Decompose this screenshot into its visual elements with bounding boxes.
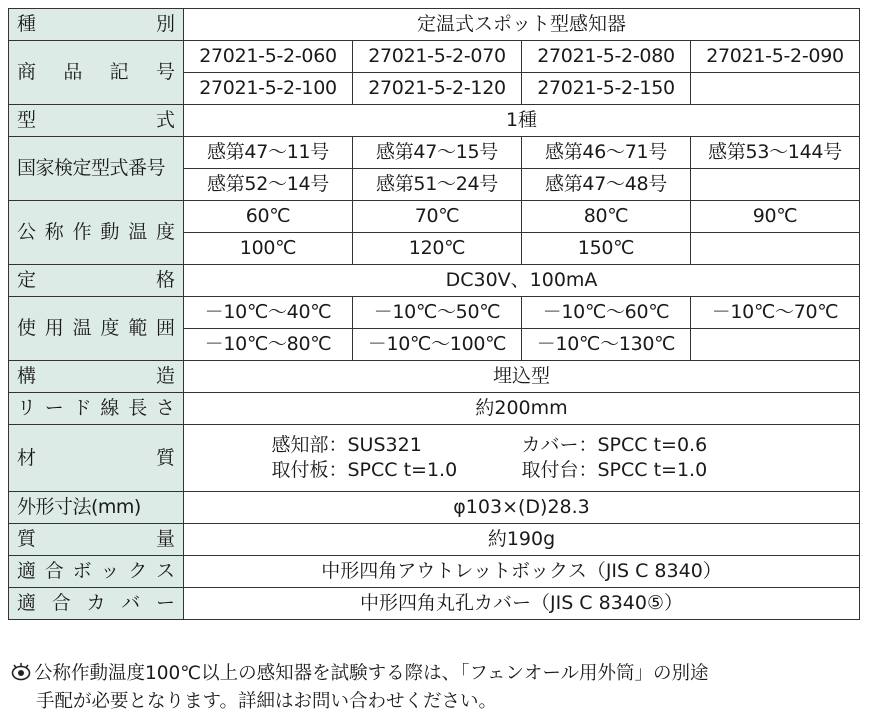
- label-char: 品: [63, 61, 83, 83]
- product-code: 27021-5-2-070: [353, 41, 522, 73]
- value-dimensions: φ103×(D)28.3: [184, 492, 860, 524]
- product-code: 27021-5-2-090: [691, 41, 860, 73]
- product-code: 27021-5-2-120: [353, 73, 522, 105]
- label-char: カ: [86, 592, 106, 614]
- label-char: ド: [72, 397, 92, 419]
- label-cover: [9, 588, 184, 620]
- label-char: ス: [155, 560, 175, 582]
- temp-value: 120℃: [353, 233, 522, 265]
- label-char: 称: [44, 221, 64, 243]
- footnote-text-2: 手配が必要となります。詳細はお問い合わせください。: [36, 691, 498, 712]
- label-char: ク: [128, 560, 148, 582]
- label-char: 適: [17, 592, 37, 614]
- value-type: 定温式スポット型感知器: [184, 9, 860, 41]
- product-code: 27021-5-2-100: [184, 73, 353, 105]
- approval-number: 感第46～71号: [522, 137, 691, 169]
- value-cover: 中形四角丸孔カバー（JIS C 8340⑤）: [184, 588, 860, 620]
- use-temp-range: －10℃～40℃: [184, 297, 353, 329]
- label-model: [9, 105, 184, 137]
- temp-value: 80℃: [522, 201, 691, 233]
- label-char: 号: [155, 61, 175, 83]
- value-rating: DC30V、100mA: [184, 265, 860, 297]
- row-material: [9, 425, 860, 492]
- label-char: 質: [155, 446, 175, 469]
- temp-value: 150℃: [522, 233, 691, 265]
- label-char: 範: [128, 317, 148, 339]
- temp-value: 70℃: [353, 201, 522, 233]
- label-lead: [9, 393, 184, 425]
- product-code-empty: [691, 73, 860, 105]
- label-char: ー: [155, 592, 175, 614]
- approval-number: 感第47～11号: [184, 137, 353, 169]
- label-char: 量: [155, 528, 175, 550]
- use-temp-range: －10℃～60℃: [522, 297, 691, 329]
- approval-number: 感第52～14号: [184, 169, 353, 201]
- value-weight: 約190g: [184, 524, 860, 556]
- label-rating: [9, 265, 184, 297]
- row-use-temp-1: [9, 297, 860, 329]
- label-char: リ: [17, 397, 37, 419]
- label-char: 合: [44, 560, 64, 582]
- use-temp-range: －10℃～50℃: [353, 297, 522, 329]
- label-use-temp: [9, 297, 184, 361]
- row-approval-1: [9, 137, 860, 169]
- label-char: ッ: [100, 560, 120, 582]
- use-temp-range: －10℃～80℃: [184, 329, 353, 361]
- row-cover: [9, 588, 860, 620]
- label-char: 線: [100, 397, 120, 419]
- spec-table: [8, 8, 860, 620]
- use-temp-range-empty: [691, 329, 860, 361]
- label-box: [9, 556, 184, 588]
- label-char: 式: [155, 109, 175, 131]
- temp-value: 60℃: [184, 201, 353, 233]
- label-char: 温: [128, 221, 148, 243]
- label-product-code: [9, 41, 184, 105]
- row-lead: [9, 393, 860, 425]
- label-char: 型: [17, 109, 37, 131]
- label-structure: [9, 361, 184, 393]
- material-item: 取付台：SPCC t=1.0: [521, 459, 708, 481]
- label-char: 作: [72, 221, 92, 243]
- row-type: [9, 9, 860, 41]
- label-char: 材: [17, 446, 37, 469]
- approval-number-empty: [691, 169, 860, 201]
- label-char: バ: [121, 592, 141, 614]
- label-material: [9, 425, 184, 492]
- use-temp-range: －10℃～100℃: [353, 329, 522, 361]
- label-char: 質: [17, 528, 37, 550]
- product-code: 27021-5-2-150: [522, 73, 691, 105]
- label-weight: [9, 524, 184, 556]
- label-char: 動: [100, 221, 120, 243]
- row-temp-1: [9, 201, 860, 233]
- row-box: [9, 556, 860, 588]
- label-char: 別: [155, 13, 175, 35]
- value-model: 1種: [184, 105, 860, 137]
- label-temp: [9, 201, 184, 265]
- row-structure: [9, 361, 860, 393]
- label-char: 囲: [155, 317, 175, 339]
- material-item: 感知部：SUS321: [271, 434, 422, 456]
- label-char: 長: [128, 397, 148, 419]
- label-char: さ: [155, 397, 175, 419]
- label-char: 公: [17, 221, 37, 243]
- approval-number: 感第51～24号: [353, 169, 522, 201]
- material-item: カバー：SPCC t=0.6: [521, 434, 708, 456]
- row-model: [9, 105, 860, 137]
- label-dimensions: 外形寸法(mm): [9, 492, 184, 524]
- row-product-code-1: [9, 41, 860, 73]
- value-lead: 約200mm: [184, 393, 860, 425]
- label-char: 使: [17, 317, 37, 339]
- label-char: 種: [17, 13, 37, 35]
- label-approval: 国家検定型式番号: [9, 137, 184, 201]
- row-weight: [9, 524, 860, 556]
- footnote: [10, 660, 860, 716]
- label-char: 度: [100, 317, 120, 339]
- approval-number: 感第53～144号: [691, 137, 860, 169]
- label-char: 定: [17, 269, 37, 291]
- temp-value-empty: [691, 233, 860, 265]
- label-char: 商: [17, 61, 37, 83]
- label-char: 構: [17, 365, 37, 387]
- footnote-text-1: 公称作動温度100℃以上の感知器を試験する際は、「フェンオール用外筒」の別途: [34, 663, 709, 684]
- temp-value: 100℃: [184, 233, 353, 265]
- label-char: 合: [51, 592, 71, 614]
- label-char: 記: [109, 61, 129, 83]
- approval-number: 感第47～15号: [353, 137, 522, 169]
- product-code: 27021-5-2-060: [184, 41, 353, 73]
- row-dimensions: [9, 492, 860, 524]
- material-item: 取付板：SPCC t=1.0: [271, 459, 458, 481]
- temp-value: 90℃: [691, 201, 860, 233]
- label-char: ボ: [72, 560, 92, 582]
- approval-number: 感第47～48号: [522, 169, 691, 201]
- label-char: 適: [17, 560, 37, 582]
- label-char: 度: [155, 221, 175, 243]
- value-material: [184, 425, 860, 492]
- value-box: 中形四角アウトレットボックス（JIS C 8340）: [184, 556, 860, 588]
- label-char: 格: [155, 269, 175, 291]
- use-temp-range: －10℃～70℃: [691, 297, 860, 329]
- label-char: 造: [155, 365, 175, 387]
- label-char: 用: [44, 317, 64, 339]
- use-temp-range: －10℃～130℃: [522, 329, 691, 361]
- row-rating: [9, 265, 860, 297]
- eye-icon: [10, 662, 32, 682]
- label-char: 温: [72, 317, 92, 339]
- footnote-line-1: [10, 660, 860, 688]
- product-code: 27021-5-2-080: [522, 41, 691, 73]
- label-type: [9, 9, 184, 41]
- label-char: ー: [44, 397, 64, 419]
- value-structure: 埋込型: [184, 361, 860, 393]
